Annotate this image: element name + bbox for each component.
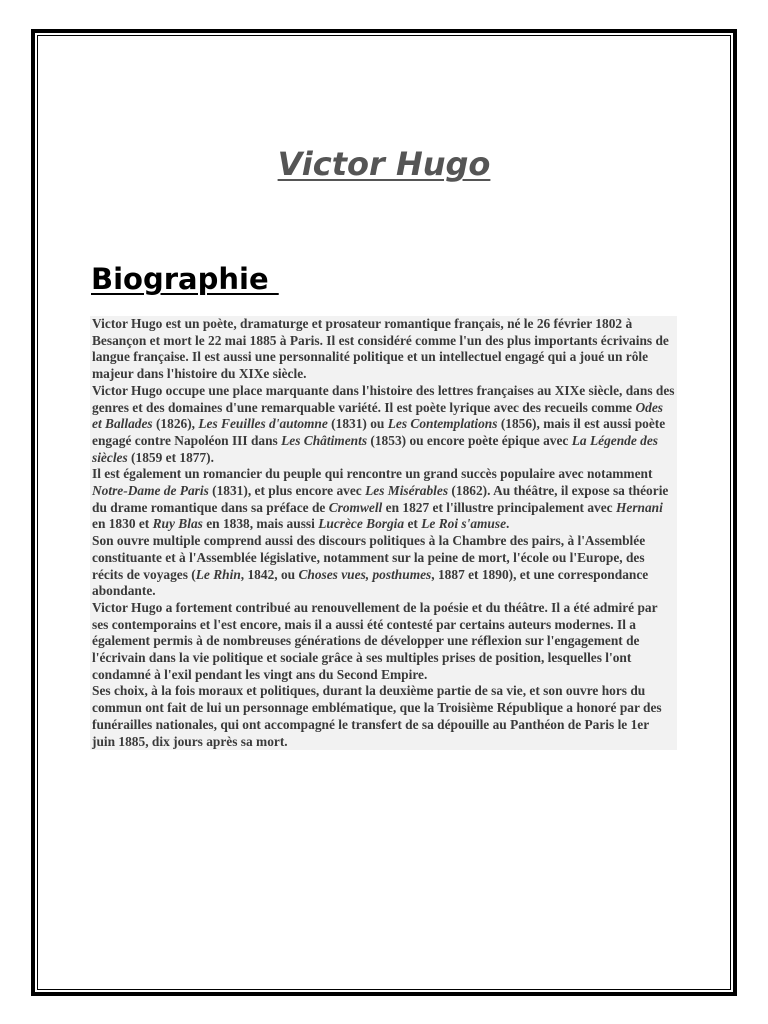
text-run: (1856), mais il est aussi poète engagé contre Napoléon III dans: [92, 416, 666, 448]
work-title: Les Feuilles d'automne: [198, 416, 328, 432]
biography-paragraph: [92, 383, 675, 467]
section-heading-biographie: Biographie: [91, 262, 279, 296]
work-title: Choses vues, posthumes: [298, 566, 432, 582]
work-title: Notre-Dame de Paris: [92, 483, 209, 499]
text-run: (1831), et plus encore avec: [208, 483, 366, 499]
text-run: , 1842, ou: [240, 566, 299, 582]
text-run: en 1838, mais aussi: [202, 516, 319, 532]
biography-paragraph: [92, 683, 675, 750]
text-run: (1826),: [152, 416, 199, 432]
text-run: .: [506, 516, 510, 532]
text-run: (1859 et 1877).: [127, 449, 214, 465]
biography-text: [90, 316, 677, 750]
work-title: Les Contemplations: [387, 416, 498, 432]
text-run: Ses choix, à la fois moraux et politiques, durant la deuxième partie de sa vie, et son ouvre hors du commun ont fait de lui un personnage emblématique, que la Troisième République a honoré par des funérailles nationales, qui ont accompagné le transfert de sa dépouille au Panthéon de Paris le 1er juin 1885, dix jours après sa mort.: [92, 683, 662, 749]
work-title: Les Châtiments: [281, 432, 368, 448]
biography-paragraph: [92, 600, 675, 684]
work-title: Ruy Blas: [152, 516, 203, 532]
text-run: et: [404, 516, 422, 532]
biography-paragraph: [92, 466, 675, 533]
work-title: Hernani: [615, 499, 663, 515]
text-run: Son ouvre multiple comprend aussi des discours politiques à la Chambre des pairs, à l'Assemblée constituante et à l'Assemblée législative, notamment sur la peine de mort, l'école ou l'Europe, des récits de voyages (: [92, 533, 646, 582]
text-run: en 1830 et: [92, 516, 153, 532]
text-run: (1862). Au théâtre, il expose sa théorie du drame romantique dans sa préface de: [92, 483, 669, 515]
biography-paragraph: [92, 316, 675, 383]
work-title: Le Rhin: [195, 566, 241, 582]
text-run: en 1827 et l'illustre principalement avec: [382, 499, 616, 515]
document-title: Victor Hugo: [277, 145, 491, 183]
work-title: Cromwell: [328, 499, 383, 515]
text-run: Victor Hugo a fortement contribué au renouvellement de la poésie et du théâtre. Il a été admiré par ses contemporains et l'est encore, mais il a aussi été contesté par certains auteurs modernes. Il a également permis à de nombreuses générations de développer une réflexion sur l'engagement de l'écrivain dans la vie politique et sociale grâce à ses multiples prises de position, lesquelles l'ont condamné à l'exil pendant les vingt ans du Second Empire.: [92, 599, 658, 682]
work-title: Les Misérables: [365, 483, 449, 499]
work-title: Odes et Ballades: [92, 399, 664, 432]
text-run: Il est également un romancier du peuple qui rencontre un grand succès populaire avec notamment: [92, 466, 653, 482]
text-run: , 1887 et 1890), et une correspondance abondante.: [92, 566, 649, 599]
text-run: (1831) ou: [327, 416, 388, 432]
work-title: La Légende des siècles: [92, 432, 658, 465]
biography-paragraph: [92, 533, 675, 600]
text-run: Victor Hugo est un poète, dramaturge et prosateur romantique français, né le 26 février 1802 à Besançon et mort le 22 mai 1885 à Paris. Il est considéré comme l'un des plus importants écrivains de langue française. Il est aussi une personnalité politique et un intellectuel engagé qui a joué un rôle majeur dans l'histoire du XIXe siècle.: [92, 316, 669, 382]
text-run: Victor Hugo occupe une place marquante dans l'histoire des lettres françaises au XIXe siècle, dans des genres et des domaines d'une remarquable variété. Il est poète lyrique avec des recueils comme: [92, 382, 675, 415]
work-title: Le Roi s'amuse: [421, 516, 507, 532]
work-title: Lucrèce Borgia: [318, 516, 405, 532]
text-run: (1853) ou encore poète épique avec: [367, 432, 572, 448]
